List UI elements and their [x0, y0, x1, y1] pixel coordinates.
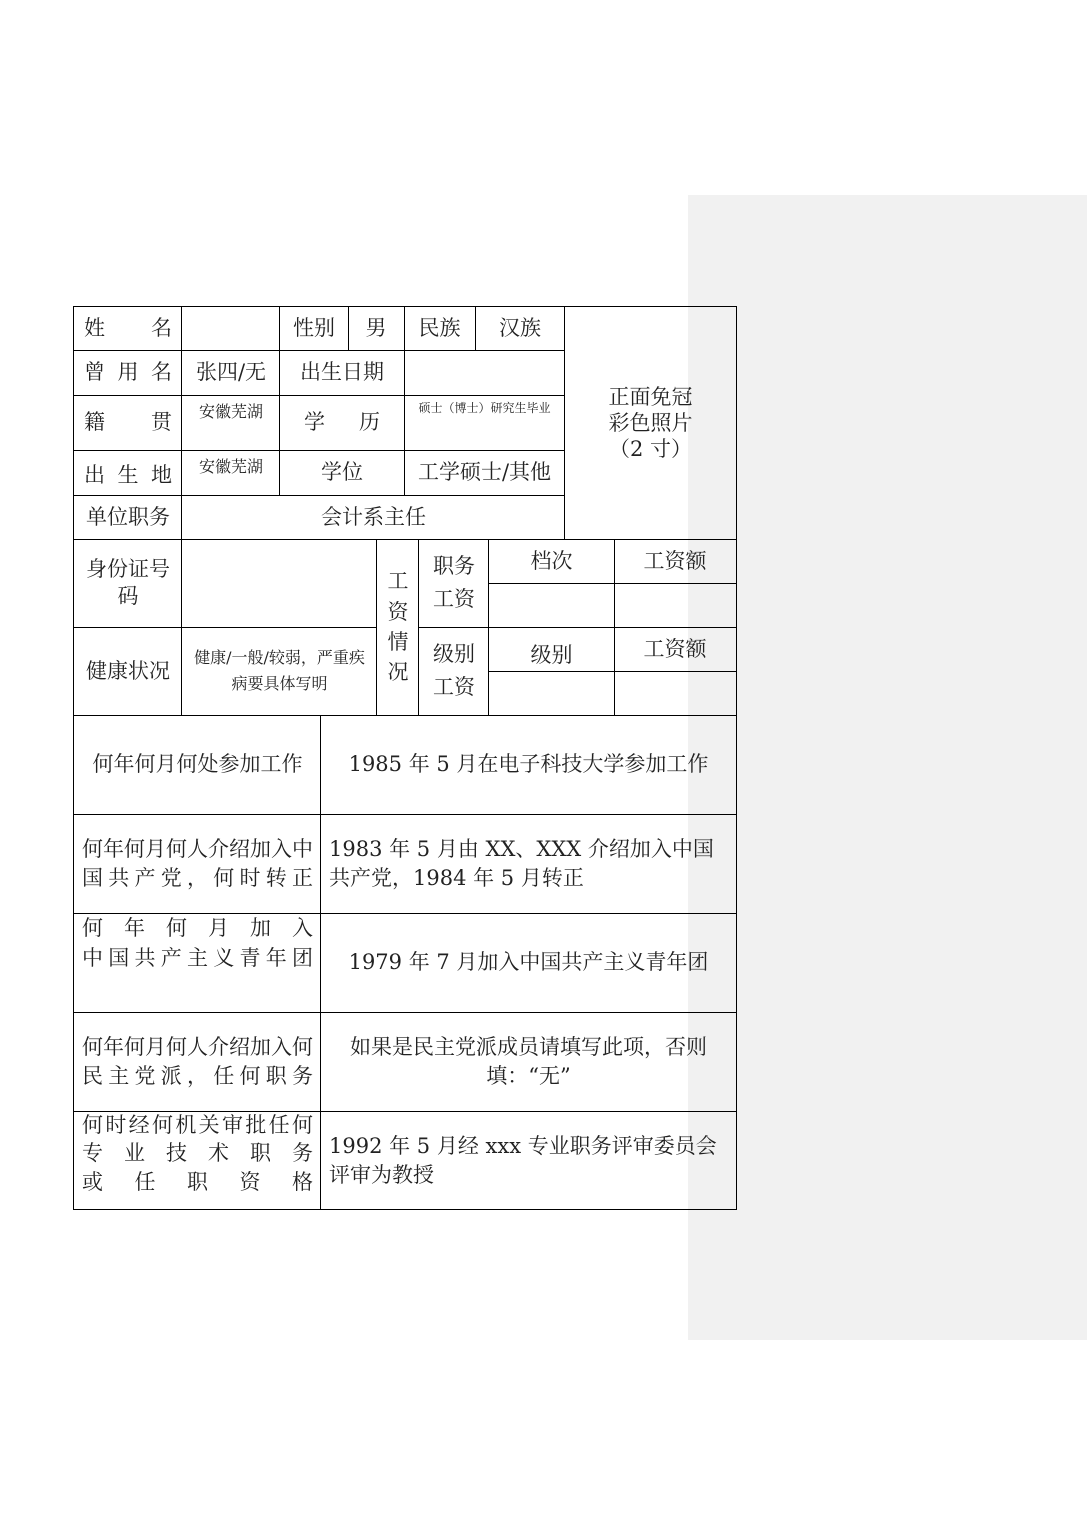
level-amount-value[interactable] [614, 671, 736, 715]
table-rule [73, 715, 737, 716]
table-column-rule [181, 306, 182, 715]
ethnicity-label: 民族 [418, 316, 461, 341]
history-title-label: 何时经何机关审批任何 专业技术职务 或任职资格 [82, 1113, 313, 1194]
level-amount-label: 工资额 [643, 636, 707, 661]
table-column-rule [614, 539, 615, 715]
table-rule [73, 539, 737, 540]
position-amount-label: 工资额 [643, 548, 707, 573]
table-rule [73, 814, 737, 815]
health-value[interactable]: 健康/一般/较弱，严重疾病要具体写明 [194, 648, 365, 693]
former-name-value[interactable]: 张四/无 [195, 360, 267, 385]
id-number-value[interactable] [182, 539, 377, 627]
table-rule [73, 1012, 737, 1013]
table-rule [419, 627, 737, 628]
table-column-rule [418, 539, 419, 715]
birth-date-value[interactable] [404, 350, 565, 395]
level-label: 级别 [530, 642, 573, 667]
unit-position-label: 单位职务 [86, 504, 170, 529]
table-rule [73, 627, 377, 628]
ethnicity-value[interactable]: 汉族 [499, 316, 541, 341]
table-column-rule [404, 306, 405, 495]
level-salary-label: 级别工资 [433, 642, 475, 699]
education-value[interactable]: 硕士（博士）研究生毕业 [418, 401, 551, 415]
table-rule [489, 583, 737, 584]
table-rule [73, 913, 737, 914]
table-column-rule [320, 715, 321, 1210]
table-column-rule [564, 306, 565, 539]
degree-value[interactable]: 工学硕士/其他 [417, 460, 552, 485]
position-amount-value[interactable] [614, 583, 736, 627]
history-work-value[interactable]: 1985 年 5 月在电子科技大学参加工作 [348, 752, 709, 777]
history-party-label: 何年何月何人介绍加入中国共产党，何时转正 [82, 837, 313, 890]
name-value[interactable] [182, 307, 280, 350]
degree-label: 学位 [321, 460, 363, 485]
table-column-rule [348, 306, 349, 350]
history-league-label: 何年何月加入 中国共产主义青年团 [82, 916, 313, 971]
table-rule [73, 395, 565, 396]
health-label: 健康状况 [86, 658, 170, 683]
birth-date-label: 出生日期 [300, 360, 384, 385]
photo-placeholder[interactable]: 正面免冠彩色照片（2 寸） [608, 384, 693, 462]
native-place-value[interactable]: 安徽芜湖 [198, 402, 263, 421]
gender-value[interactable]: 男 [365, 316, 387, 341]
table-border-left [73, 306, 74, 1210]
history-work-label: 何年何月何处参加工作 [92, 752, 303, 777]
gender-label: 性别 [293, 316, 335, 341]
table-rule [73, 350, 565, 351]
unit-position-value[interactable]: 会计系主任 [321, 504, 426, 529]
table-border-right [736, 306, 737, 1210]
table-column-rule [475, 306, 476, 350]
former-name-label: 曾 用 名 [84, 360, 172, 385]
table-rule [73, 495, 565, 496]
history-democratic-party-label: 何年何月何人介绍加入何民主党派，任何职务 [82, 1035, 313, 1088]
birthplace-value[interactable]: 安徽芜湖 [198, 457, 263, 476]
history-league-value[interactable]: 1979 年 7 月加入中国共产主义青年团 [348, 950, 709, 975]
table-rule [73, 1111, 737, 1112]
birthplace-label: 出 生 地 [84, 462, 172, 487]
table-column-rule [279, 306, 280, 495]
history-party-value[interactable]: 1983 年 5 月由 XX、XXX 介绍加入中国共产党，1984 年 5 月转正 [329, 837, 714, 890]
id-number-label: 身份证号码 [86, 556, 170, 608]
table-border-top [73, 306, 737, 307]
table-border-bottom [73, 1209, 737, 1210]
position-salary-label: 职务工资 [433, 554, 475, 611]
position-grade-value[interactable] [489, 583, 614, 627]
native-place-label: 籍 贯 [84, 410, 172, 435]
history-democratic-party-value[interactable]: 如果是民主党派成员请填写此项，否则填：“无” [350, 1035, 707, 1088]
level-value[interactable] [489, 671, 614, 715]
history-title-value[interactable]: 1992 年 5 月经 xxx 专业职务评审委员会评审为教授 [329, 1134, 717, 1187]
table-rule [489, 671, 737, 672]
salary-section-label: 工资情况 [387, 569, 409, 685]
table-rule [73, 450, 565, 451]
table-column-rule [376, 539, 377, 715]
table-column-rule [488, 539, 489, 715]
name-label: 姓 名 [84, 316, 172, 341]
education-label: 学 历 [304, 410, 380, 435]
position-grade-label: 档次 [530, 548, 573, 573]
comment-margin-pane [688, 195, 1087, 1340]
